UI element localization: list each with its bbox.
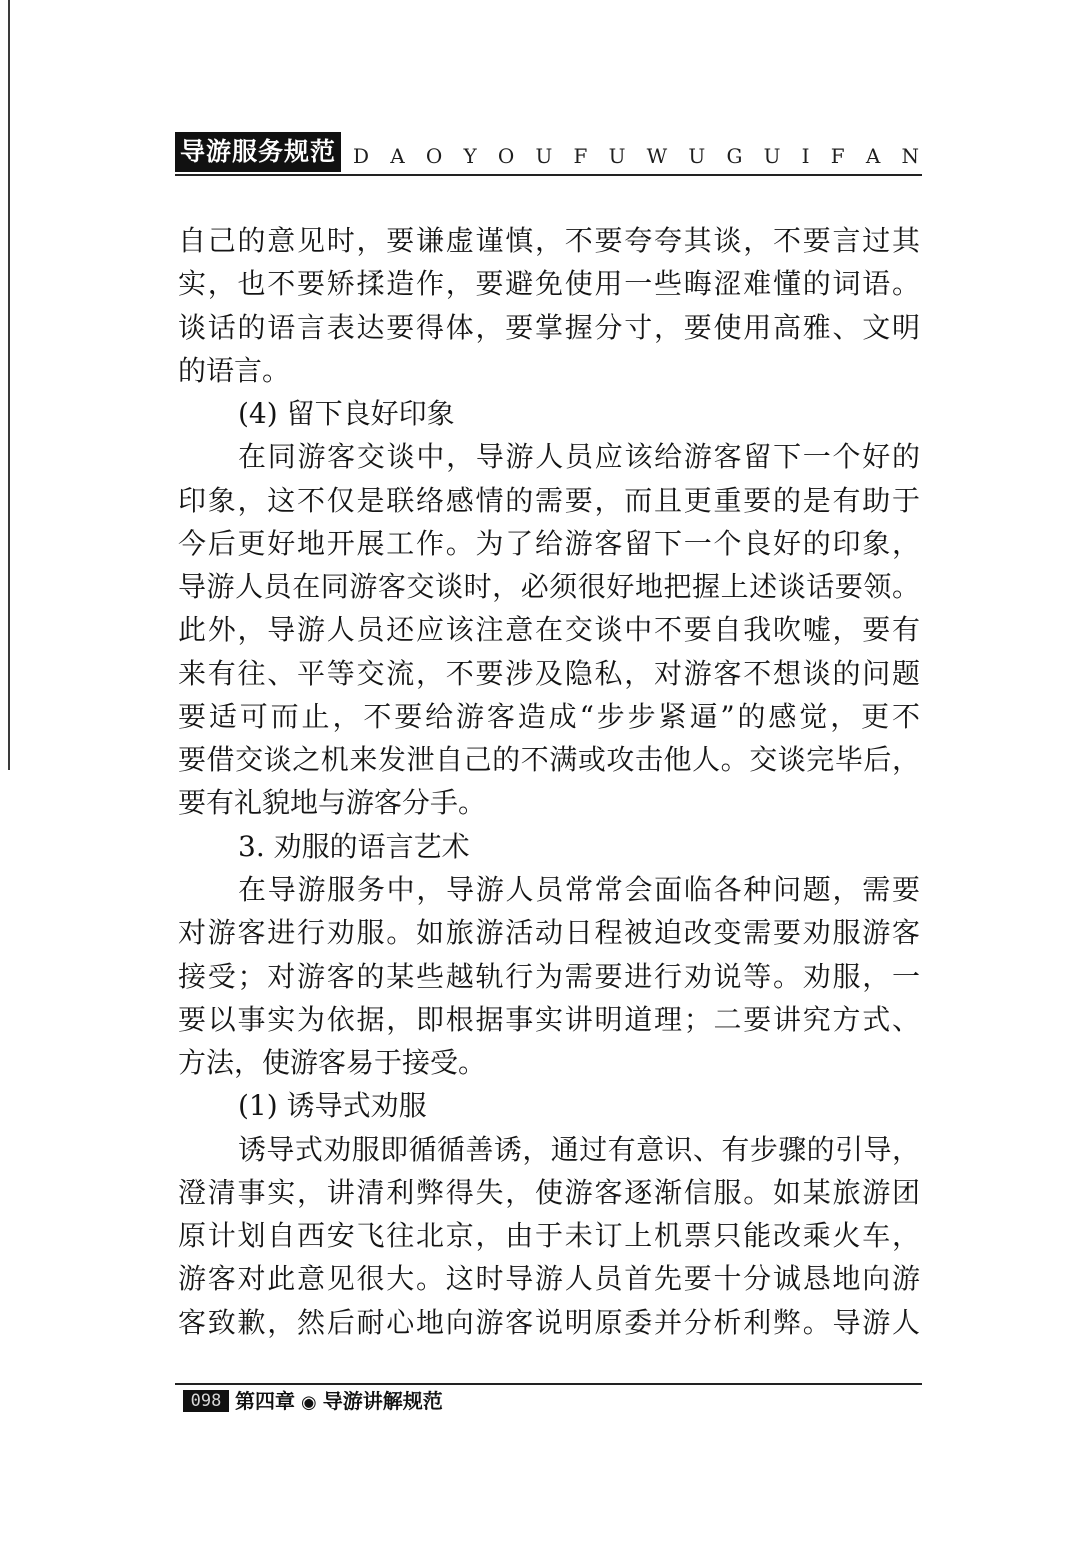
section-heading: (4) 留下良好印象 xyxy=(238,397,455,431)
text-line: 导游人员在同游客交谈时，必须很好地把握上述谈话要领。 xyxy=(178,570,920,604)
text-line: 的语言。 xyxy=(178,353,291,387)
scan-edge-line xyxy=(8,0,10,770)
book-title-badge: 导游服务规范 xyxy=(175,132,341,172)
page-body xyxy=(178,219,920,1344)
bullet-icon: ◉ xyxy=(301,1392,317,1413)
text-line: 今后更好地开展工作。为了给游客留下一个良好的印象， xyxy=(178,526,920,560)
text-line: 在同游客交谈中，导游人员应该给游客留下一个好的 xyxy=(238,440,920,474)
text-line: 实，也不要矫揉造作，要避免使用一些晦涩难懂的词语。 xyxy=(178,267,920,301)
text-line: 接受；对游客的某些越轨行为需要进行劝说等。劝服，一 xyxy=(178,959,920,993)
running-footer xyxy=(235,1388,443,1414)
text-line: 客致歉，然后耐心地向游客说明原委并分析利弊。导游人 xyxy=(178,1305,920,1339)
chapter-number: 第四章 xyxy=(235,1389,295,1413)
text-line: 诱导式劝服即循循善诱，通过有意识、有步骤的引导， xyxy=(238,1132,920,1166)
text-line: 印象，这不仅是联络感情的需要，而且更重要的是有助于 xyxy=(178,483,920,517)
text-line: 谈话的语言表达要得体，要掌握分寸，要使用高雅、文明 xyxy=(178,310,920,344)
section-heading: (1) 诱导式劝服 xyxy=(238,1089,427,1123)
chapter-title: 导游讲解规范 xyxy=(322,1389,443,1413)
text-line: 此外，导游人员还应该注意在交谈中不要自我吹嘘，要有 xyxy=(178,613,920,647)
text-line: 自己的意见时，要谦虚谨慎，不要夸夸其谈，不要言过其 xyxy=(178,224,920,257)
page-number: 098 xyxy=(183,1390,229,1412)
footer-rule xyxy=(175,1383,922,1385)
text-line: 原计划自西安飞往北京，由于未订上机票只能改乘火车， xyxy=(178,1219,920,1253)
running-header xyxy=(175,132,922,174)
text-line: 对游客进行劝服。如旅游活动日程被迫改变需要劝服游客 xyxy=(178,916,920,950)
text-line: 要借交谈之机来发泄自己的不满或攻击他人。交谈完毕后， xyxy=(178,743,920,777)
text-line: 来有往、平等交流，不要涉及隐私，对游客不想谈的问题 xyxy=(178,656,920,690)
text-line: 要以事实为依据，即根据事实讲明道理；二要讲究方式、 xyxy=(178,1002,920,1036)
text-line: 方法，使游客易于接受。 xyxy=(178,1046,487,1080)
header-rule xyxy=(175,174,922,176)
text-line: 在导游服务中，导游人员常常会面临各种问题，需要 xyxy=(238,872,920,906)
text-line: 要有礼貌地与游客分手。 xyxy=(178,786,487,820)
section-heading: 3. 劝服的语言艺术 xyxy=(238,829,470,863)
text-line: 要适可而止，不要给游客造成“步步紧逼”的感觉，更不 xyxy=(178,699,920,733)
text-line: 澄清事实，讲清利弊得失，使游客逐渐信服。如某旅游团 xyxy=(178,1175,920,1209)
text-line: 游客对此意见很大。这时导游人员首先要十分诚恳地向游 xyxy=(178,1262,920,1296)
book-title-pinyin: D A O Y O U F U W U G U I F A N xyxy=(353,144,919,168)
